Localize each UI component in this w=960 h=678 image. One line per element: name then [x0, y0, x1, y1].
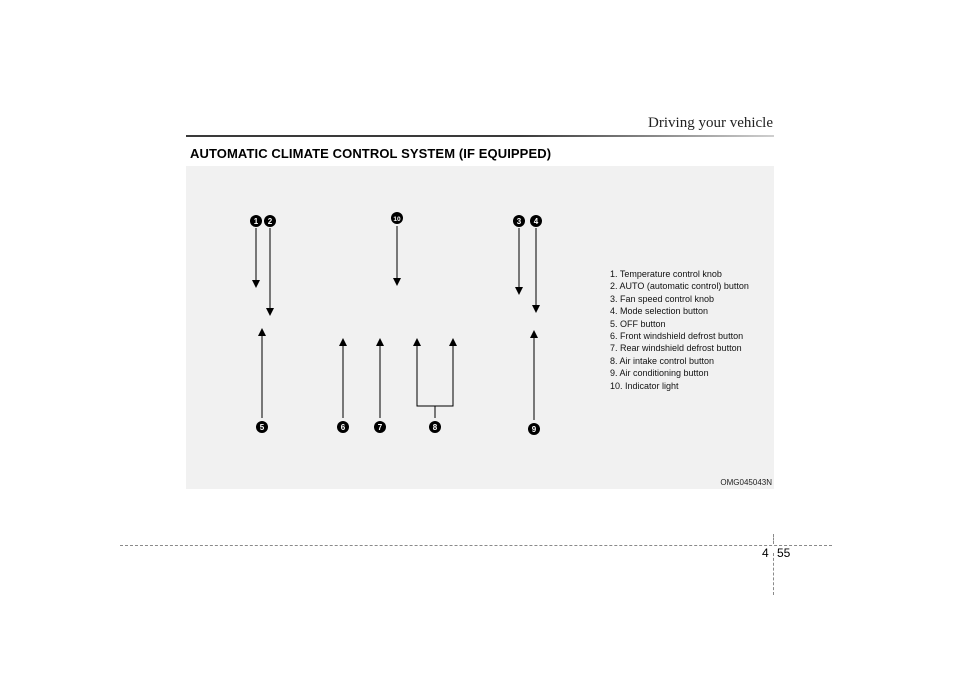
callout-8-label: 8	[432, 423, 438, 432]
callout-1	[250, 215, 262, 227]
callout-6	[337, 421, 349, 433]
header-rule-fade	[520, 135, 774, 137]
section-title: AUTOMATIC CLIMATE CONTROL SYSTEM (IF EQUIPPED)	[190, 146, 552, 161]
callout-4	[530, 215, 542, 227]
callout-4-label: 4	[533, 217, 539, 226]
running-head: Driving your vehicle	[648, 115, 773, 131]
page-divider-bottom	[773, 553, 774, 595]
callout-3-label: 3	[516, 217, 522, 226]
legend-item: 4. Mode selection button	[610, 306, 709, 317]
callout-10-label: 10	[393, 216, 401, 223]
callout-6-label: 6	[340, 423, 346, 432]
legend-item: 10. Indicator light	[610, 380, 679, 391]
callout-8	[429, 421, 441, 433]
legend-list	[610, 268, 749, 392]
callout-7	[374, 421, 386, 433]
callout-9	[528, 423, 540, 435]
callout-9-label: 9	[531, 425, 537, 434]
legend-item: 7. Rear windshield defrost button	[610, 343, 742, 354]
legend-item: 9. Air conditioning button	[610, 368, 709, 379]
callout-3	[513, 215, 525, 227]
callout-10	[391, 212, 403, 224]
page-number: 55	[777, 546, 791, 560]
footer-rule	[120, 545, 832, 546]
chapter-number: 4	[762, 546, 769, 560]
legend-item: 2. AUTO (automatic control) button	[610, 281, 749, 292]
callout-5-label: 5	[259, 423, 265, 432]
callout-1-label: 1	[253, 217, 259, 226]
callout-2	[264, 215, 276, 227]
page-divider-top	[773, 534, 774, 544]
callout-2-label: 2	[267, 217, 273, 226]
callout-5	[256, 421, 268, 433]
legend-item: 8. Air intake control button	[610, 355, 715, 366]
callout-7-label: 7	[377, 423, 383, 432]
legend-item: 3. Fan speed control knob	[610, 293, 715, 304]
figure-code: OMG045043N	[720, 478, 772, 487]
arrow-8-bracket	[417, 342, 453, 418]
legend-item: 1. Temperature control knob	[610, 269, 722, 279]
legend-item: 5. OFF button	[610, 318, 666, 329]
climate-control-figure	[186, 166, 774, 489]
legend-item: 6. Front windshield defrost button	[610, 331, 744, 342]
